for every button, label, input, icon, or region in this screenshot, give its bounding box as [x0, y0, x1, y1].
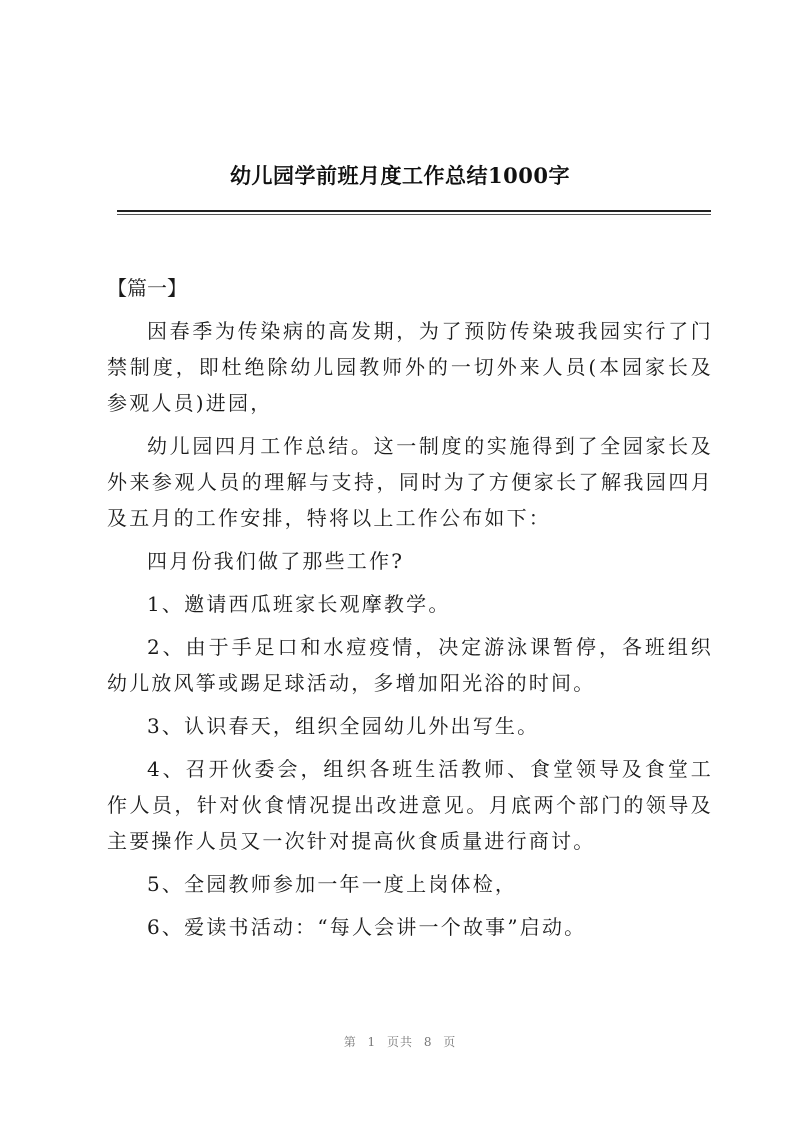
section-label: 【篇一】 [107, 276, 187, 300]
list-item: 4、召开伙委会，组织各班生活教师、食堂领导及食堂工作人员，针对伙食情况提出改进意见。月底两个部门的领导及主要操作人员又一次针对提高伙食质量进行商讨。 [107, 757, 713, 853]
list-item: 1、邀请西瓜班家长观摩教学。 [147, 592, 451, 616]
document-body [107, 270, 713, 952]
title-divider-thin [117, 214, 711, 215]
page-footer: 第 1 页共 8 页 [343, 1035, 457, 1049]
list-item: 2、由于手足口和水痘疫情，决定游泳课暂停，各班组织幼儿放风筝或踢足球活动，多增加阳光浴的时间。 [107, 635, 713, 695]
paragraph: 四月份我们做了那些工作? [147, 549, 405, 573]
paragraph: 因春季为传染病的高发期，为了预防传染玻我园实行了门禁制度，即杜绝除幼儿园教师外的一切外来人员(本园家长及参观人员)进园， [107, 319, 713, 415]
title-divider-thick [117, 210, 711, 212]
list-item: 6、爱读书活动：“每人会讲一个故事”启动。 [147, 915, 587, 939]
paragraph: 幼儿园四月工作总结。这一制度的实施得到了全园家长及外来参观人员的理解与支持，同时为了方便家长了解我园四月及五月的工作安排，特将以上工作公布如下： [107, 434, 713, 530]
list-item: 5、全园教师参加一年一度上岗体检， [147, 872, 518, 896]
document-title: 幼儿园学前班月度工作总结1000字 [230, 163, 570, 188]
list-item: 3、认识春天，组织全园幼儿外出写生。 [147, 714, 540, 738]
